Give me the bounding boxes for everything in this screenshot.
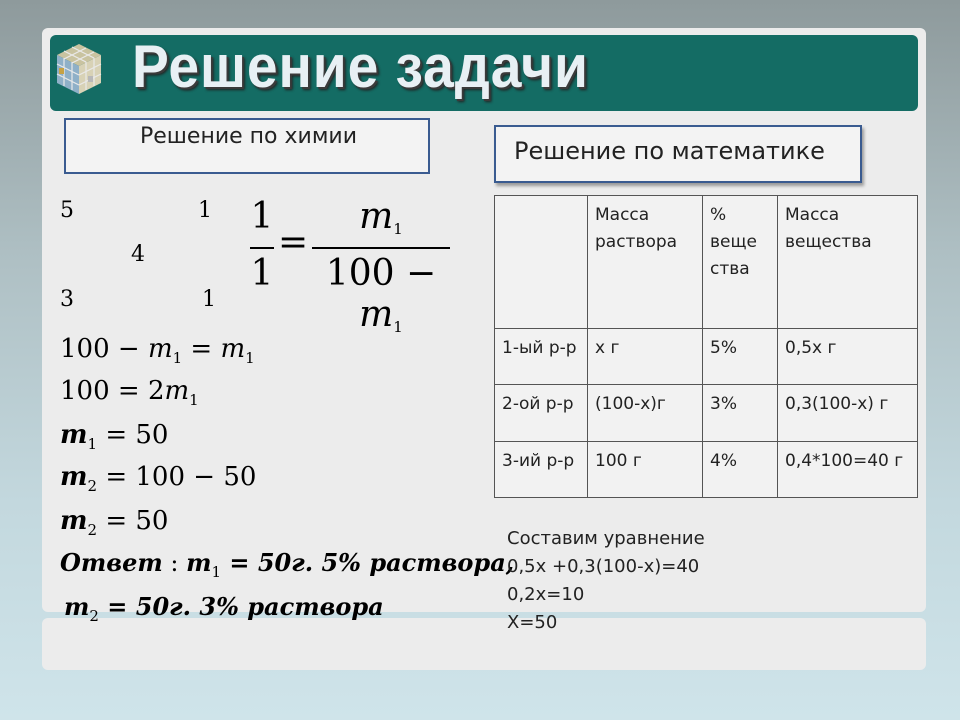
math-solution-label: Решение по математике	[514, 137, 825, 165]
answer-line-2-var: m	[64, 592, 90, 621]
answer-line-1	[60, 548, 514, 581]
step-5-b: = 50	[97, 506, 169, 536]
chemistry-solution-label-box	[64, 118, 430, 174]
step-4-b: = 100 − 50	[97, 462, 257, 492]
table-header-row	[495, 196, 918, 329]
step-5	[60, 506, 168, 539]
table-cell: 4%	[703, 441, 778, 497]
cross-bottom-right: 1	[202, 287, 216, 312]
answer-word: Ответ	[60, 548, 163, 577]
answer-line-1-sub: 1	[211, 563, 222, 581]
table-cell: 0,5х г	[778, 328, 918, 384]
table-cell: х г	[588, 328, 703, 384]
rubiks-cube-icon	[55, 42, 103, 96]
step-1-sub2: 1	[245, 349, 255, 367]
fraction-right-bar	[312, 247, 450, 249]
answer-line-1-var: m	[186, 548, 212, 577]
fraction-right-den-var: m	[359, 294, 394, 335]
step-1-b: =	[182, 334, 221, 364]
step-1	[60, 334, 255, 367]
fraction-right-numerator	[312, 196, 450, 238]
step-2	[60, 376, 199, 409]
solution-table	[494, 195, 918, 498]
step-1-a: 100 −	[60, 334, 148, 364]
step-3-b: = 50	[97, 420, 169, 450]
step-1-var2: m	[220, 334, 246, 364]
step-3-sub: 1	[87, 435, 98, 453]
step-2-sub: 1	[189, 391, 199, 409]
fraction-right-den-sub: 1	[393, 318, 403, 336]
table-header-cell: Масса раствора	[588, 196, 703, 329]
table-header-cell: Масса вещества	[778, 196, 918, 329]
answer-line-2	[64, 592, 384, 625]
table-cell: 3-ий р-р	[495, 441, 588, 497]
answer-colon: :	[162, 549, 187, 577]
step-5-sub: 2	[87, 521, 98, 539]
fraction-right-numerator-sub: 1	[393, 220, 403, 238]
cross-top-left: 5	[60, 198, 74, 223]
table-cell: (100-х)г	[588, 385, 703, 441]
cross-bottom-left: 3	[60, 287, 74, 312]
page-title: Решение задачи	[132, 33, 589, 100]
fraction-right-den-prefix: 100 −	[325, 253, 437, 294]
equation-line: 0,5х +0,3(100-х)=40	[507, 556, 700, 577]
equation-line: Х=50	[507, 612, 558, 633]
step-1-var: m	[147, 334, 173, 364]
step-4-var: m	[60, 462, 88, 492]
cross-top-right: 1	[198, 198, 212, 223]
step-5-var: m	[60, 506, 88, 536]
answer-line-1-rest: = 50г. 5% раствора,	[221, 548, 515, 577]
fraction-left-numerator: 1	[250, 196, 274, 237]
fraction-left-bar	[250, 247, 274, 249]
step-4-sub: 2	[87, 477, 98, 495]
step-1-sub: 1	[172, 349, 183, 367]
table-header-cell: % веще ства	[703, 196, 778, 329]
step-3	[60, 420, 168, 453]
table-row	[495, 441, 918, 497]
table-row	[495, 328, 918, 384]
answer-line-2-sub: 2	[89, 607, 99, 625]
fraction-right-denominator	[312, 253, 450, 336]
table-cell: 0,4*100=40 г	[778, 441, 918, 497]
table-row	[495, 385, 918, 441]
table-cell: 2-ой р-р	[495, 385, 588, 441]
fraction-left-denominator: 1	[250, 253, 274, 294]
answer-line-2-rest: = 50г. 3% раствора	[98, 592, 384, 621]
step-2-a: 100 = 2	[60, 376, 165, 406]
table-cell: 1-ый р-р	[495, 328, 588, 384]
equation-line: 0,2х=10	[507, 584, 585, 605]
table-cell: 5%	[703, 328, 778, 384]
step-4	[60, 462, 256, 495]
fraction-right-numerator-var: m	[359, 196, 394, 237]
table-cell: 3%	[703, 385, 778, 441]
table-header-cell	[495, 196, 588, 329]
math-solution-label-box	[494, 125, 862, 183]
step-3-var: m	[60, 420, 88, 450]
slide-panel-bottom	[42, 618, 926, 670]
cross-center: 4	[131, 242, 145, 267]
equations-block	[507, 525, 705, 637]
step-2-var: m	[164, 376, 190, 406]
table-cell: 0,3(100-х) г	[778, 385, 918, 441]
chemistry-solution-label: Решение по химии	[140, 124, 358, 149]
table-cell: 100 г	[588, 441, 703, 497]
fraction-equals: =	[278, 222, 309, 263]
equation-line: Составим уравнение	[507, 528, 705, 549]
